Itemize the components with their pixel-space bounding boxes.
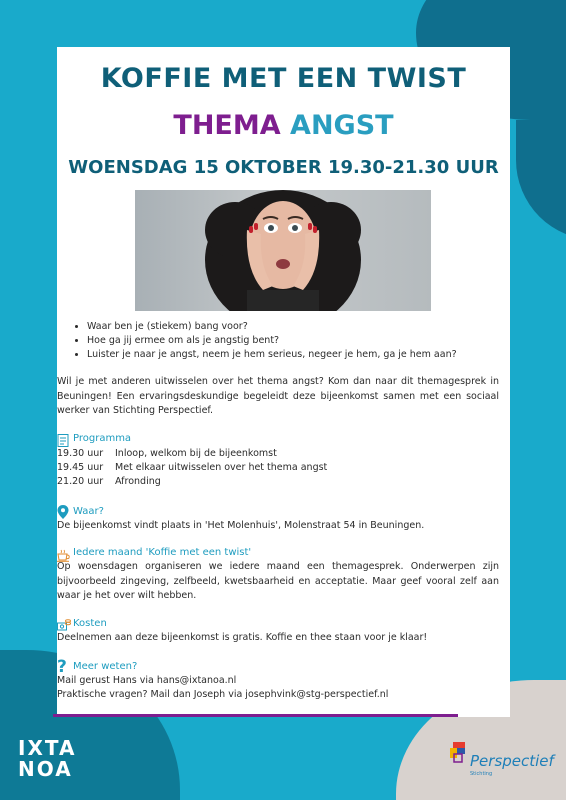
program-desc: Met elkaar uitwisselen over het thema angst [115, 462, 328, 473]
perspectief-name: Perspectief [470, 752, 554, 770]
perspectief-logo [448, 740, 554, 777]
program-desc: Afronding [115, 476, 161, 487]
list-item: • Luister je naar je angst, neem je hem serieus, negeer je hem, ga je hem aan? [87, 348, 517, 362]
poster-title: KOFFIE MET EEN TWIST [100, 63, 467, 94]
meer-line1: Mail gerust Hans via hans@ixtanoa.nl [57, 675, 237, 686]
kosten-text: Deelnemen aan deze bijeenkomst is gratis. Koffie en thee staan voor je klaar! [57, 632, 428, 643]
table-row [57, 462, 327, 473]
list-item: • Hoe ga jij ermee om als je angstig bent? [87, 334, 517, 348]
program-time: 19.30 uur [57, 448, 104, 459]
meer-title: Meer weten? [73, 661, 138, 672]
decor-shape-right [516, 120, 566, 240]
logo-line: NOA [18, 757, 73, 781]
content-card [57, 47, 510, 717]
ixtanoa-logo [18, 738, 76, 780]
program-desc: Inloop, welkom bij de bijeenkomst [115, 448, 277, 459]
program-time: 21.20 uur [57, 476, 104, 487]
question-list [73, 320, 517, 362]
maand-title: Iedere maand 'Koffie met een twist' [73, 547, 252, 558]
waar-title: Waar? [73, 506, 104, 517]
table-row [57, 448, 277, 459]
theme-value: ANGST [290, 110, 394, 141]
divider [53, 714, 458, 717]
theme-label: THEMA [173, 110, 281, 141]
theme-heading [57, 110, 510, 141]
intro-paragraph: Wil je met anderen uitwisselen over het thema angst? Kom dan naar dit themagesprek in Beuningen! Een ervaringsdeskundige begeleidt deze bijeenkomst samen met een sociaal werker van Stichting Perspectief. [57, 376, 499, 416]
programma-title: Programma [73, 433, 132, 444]
perspectief-mark-icon [448, 740, 472, 766]
table-row [57, 476, 161, 487]
logo-line: IXTA [18, 736, 77, 760]
perspectief-sub: Stichting [470, 771, 493, 777]
kosten-title: Kosten [73, 618, 107, 629]
waar-text: De bijeenkomst vindt plaats in 'Het Molenhuis', Molenstraat 54 in Beuningen. [57, 520, 425, 531]
anxious-woman-photo [135, 190, 431, 311]
meer-line2: Praktische vragen? Mail dan Joseph via josephvink@stg-perspectief.nl [57, 689, 389, 700]
event-date: WOENSDAG 15 OKTOBER 19.30-21.30 UUR [68, 157, 499, 178]
question-mark-icon: ? [57, 657, 67, 677]
list-item: • Waar ben je (stiekem) bang voor? [87, 320, 517, 334]
maand-text: Op woensdagen organiseren we iedere maand een themagesprek. Onderwerpen zijn bijvoorbeeld zingeving, zelfbeeld, kwetsbaarheid en acceptatie. Maar geef vooral zelf aan waar je het over wilt hebben. [57, 561, 499, 601]
program-time: 19.45 uur [57, 462, 104, 473]
